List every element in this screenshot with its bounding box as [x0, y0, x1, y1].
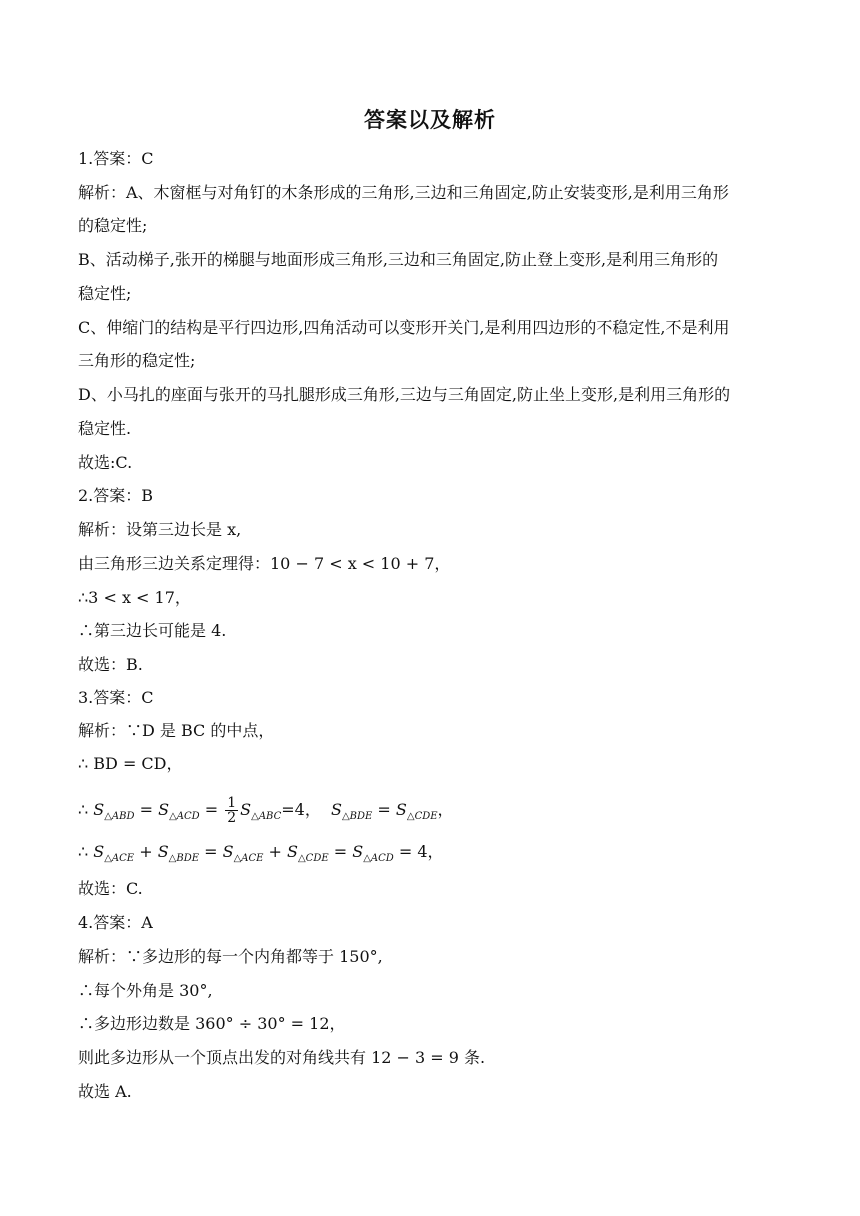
q1-analysis-b-cont: 稳定性; — [78, 284, 132, 303]
q2-answer: 2.答案：B — [78, 486, 154, 505]
q2-analysis-4: ∴第三边长可能是 4. — [78, 621, 227, 640]
fraction-half: $\frac{1}{2}$ — [227, 795, 237, 826]
q4-conclusion: 故选 A. — [78, 1082, 132, 1101]
q3-analysis-1: 解析：∵D 是 BC 的中点， — [78, 721, 275, 740]
q1-answer: 1.答案：C — [78, 149, 154, 168]
q4-analysis-1: 解析：∵多边形的每一个内角都等于 150°, — [78, 947, 383, 966]
q1-analysis-d-cont: 稳定性. — [78, 419, 132, 438]
q2-analysis-3: ∴3 < x < 17， — [78, 588, 191, 607]
q1-analysis-c-cont: 三角形的稳定性; — [78, 351, 196, 370]
q3-equation-1: ∴ $S_{\triangle ABD} = S_{\triangle ACD}$ = $\frac{1}{2}$ $S_{\triangle ABC}=4$， $S_{\triangle BDE} = S_{\triangle CDE}$， — [78, 795, 454, 826]
page-title: 答案以及解析 — [364, 108, 496, 132]
q2-analysis-1: 解析：设第三边长是 x, — [78, 520, 242, 539]
q2-analysis-2: 由三角形三边关系定理得：10 − 7 < x < 10 + 7， — [78, 554, 451, 573]
q3-analysis-2: ∴ BD = CD， — [78, 754, 183, 773]
q4-answer: 4.答案：A — [78, 913, 153, 932]
q4-analysis-2: ∴每个外角是 30°, — [78, 981, 213, 1000]
q1-analysis-d: D、小马扎的座面与张开的马扎腿形成三角形,三边与三角固定,防止坐上变形,是利用三角形的 — [78, 385, 731, 404]
q3-answer: 3.答案：C — [78, 688, 154, 707]
q1-conclusion: 故选:C. — [78, 453, 133, 472]
q3-conclusion: 故选：C. — [78, 879, 143, 898]
q1-analysis-b: B、活动梯子,张开的梯腿与地面形成三角形,三边和三角固定,防止登上变形,是利用三角形的 — [78, 250, 719, 269]
q1-analysis-a: 解析：A、木窗框与对角钉的木条形成的三角形,三边和三角固定,防止安装变形,是利用三角形 — [78, 183, 729, 202]
q2-conclusion: 故选：B. — [78, 655, 143, 674]
q4-analysis-3: ∴多边形边数是 360° ÷ 30° = 12， — [78, 1014, 346, 1033]
q1-analysis-c: C、伸缩门的结构是平行四边形,四角活动可以变形开关门,是利用四边形的不稳定性,不是利用 — [78, 318, 730, 337]
q3-equation-2: ∴ $S_{\triangle ACE} + S_{\triangle BDE} = S_{\triangle ACE} + S_{\triangle CDE} = S_{\triangle ACD} = 4$， — [78, 842, 444, 864]
q4-analysis-4: 则此多边形从一个顶点出发的对角线共有 12 − 3 = 9 条. — [78, 1048, 486, 1067]
q1-analysis-a-cont: 的稳定性; — [78, 216, 148, 235]
